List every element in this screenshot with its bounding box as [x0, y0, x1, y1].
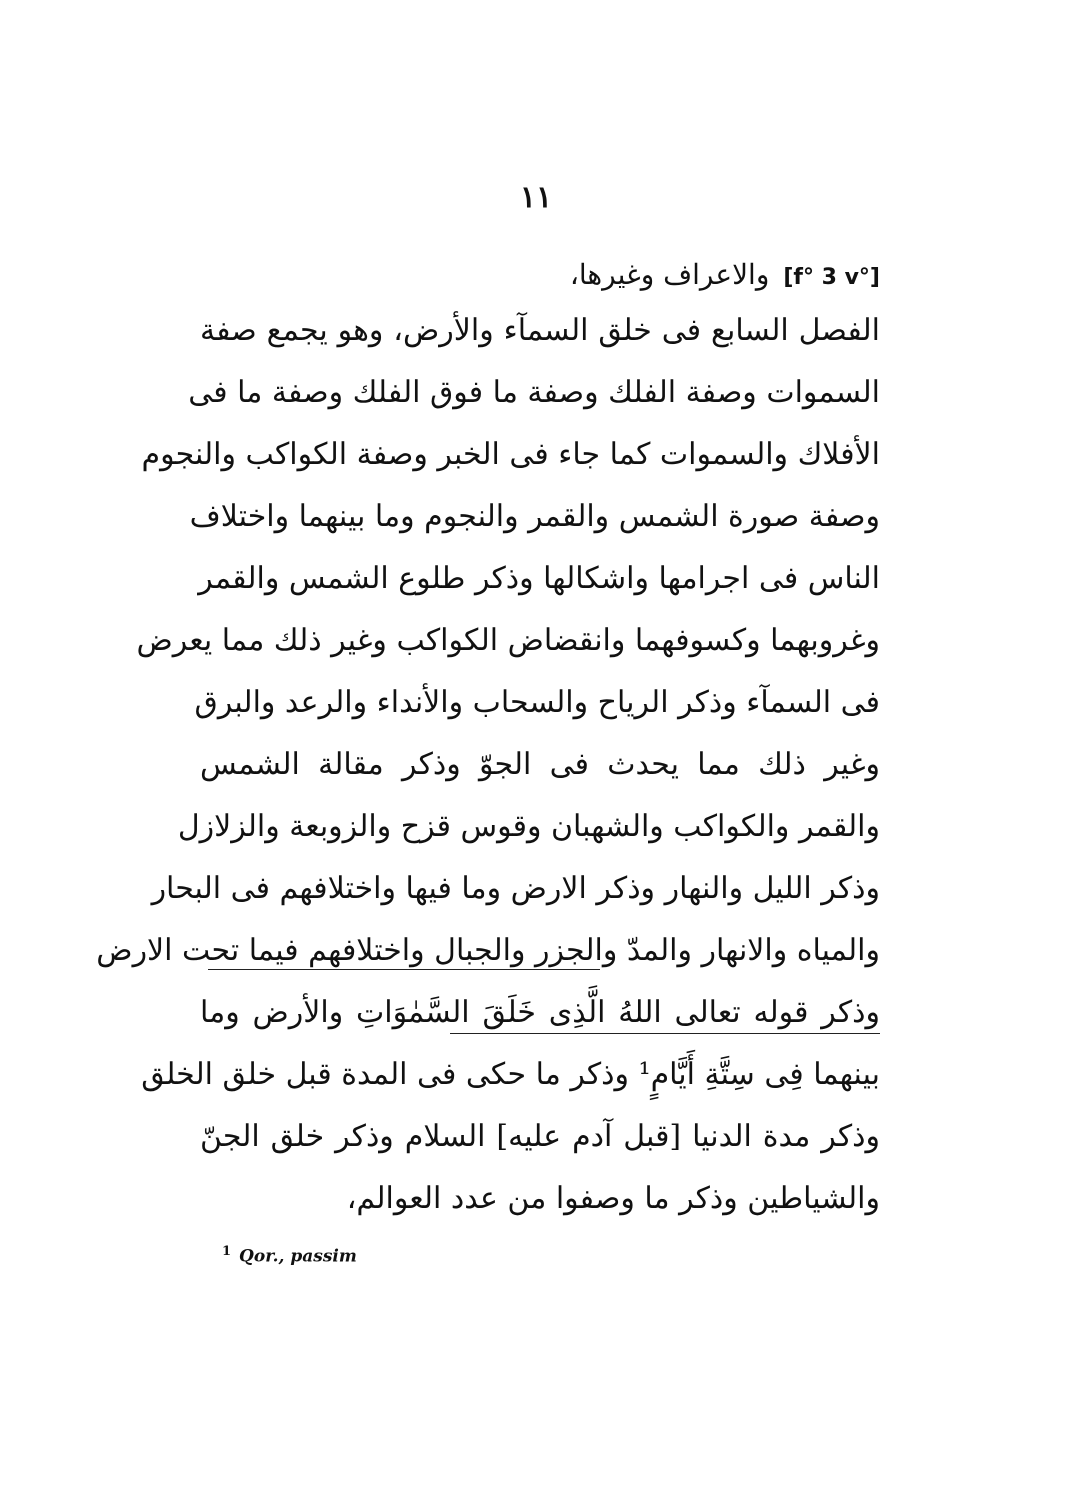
text-line: والمياه والانهار والمدّ والجزر والجبال واختلافهم فيما تحت الارض [96, 933, 880, 968]
text-line: والشياطين وذكر ما وصفوا من عدد العوالم، [346, 1181, 880, 1216]
quran-quote-rule-bottom [450, 1033, 880, 1034]
text-line: وذكر الليل والنهار وذكر الارض وما فيها واختلافهم فى البحار [151, 871, 880, 906]
text-line: وذكر مدة الدنيا [قبل آدم عليه] السلام وذكر خلق الجنّ [200, 1119, 880, 1154]
text-line: الأفلاك والسموات كما جاء فى الخبر وصفة الكواكب والنجوم [141, 437, 880, 472]
footnote-text: Qor., passim [239, 1246, 357, 1267]
text-line: وغير ذلك مما يحدث فى الجوّ وذكر مقالة الشمس [200, 747, 880, 782]
arabic-text-block [96, 250, 880, 1230]
quran-quote-rule-top [208, 969, 600, 970]
text-line: بينهما فِى سِتَّةِ أَيَّامٍ¹ وذكر ما حكى فى المدة قبل خلق الخلق [141, 1057, 880, 1092]
text-line: وصفة صورة الشمس والقمر والنجوم وما بينهما واختلاف [189, 499, 880, 534]
page-number: ١١ [519, 180, 553, 215]
footnote-mark: 1 [222, 1244, 232, 1259]
text-line: الفصل السابع فى خلق السمآء والأرض، وهو يجمع صفة [200, 313, 880, 348]
text-line: الناس فى اجرامها واشكالها وذكر طلوع الشمس والقمر [198, 561, 880, 596]
text-line-0 [200, 250, 880, 300]
folio-reference: [f° 3 v°] [783, 265, 880, 290]
text-line: وغروبهما وكسوفهما وانقضاض الكواكب وغير ذلك مما يعرض [136, 623, 880, 658]
text-line: والقمر والكواكب والشهبان وقوس قزح والزوبعة والزلازل [177, 809, 880, 844]
text-line: فى السمآء وذكر الرياح والسحاب والأنداء والرعد والبرق [194, 685, 880, 720]
text-line-0-body: والاعراف وغيرها، [569, 258, 770, 291]
text-line: وذكر قوله تعالى اللهُ الَّذِى خَلَقَ السَّمٰوَاتِ والأرض وما [200, 995, 880, 1030]
footnote [222, 1244, 357, 1267]
text-line: السموات وصفة الفلك وصفة ما فوق الفلك وصفة ما فى [188, 375, 880, 410]
